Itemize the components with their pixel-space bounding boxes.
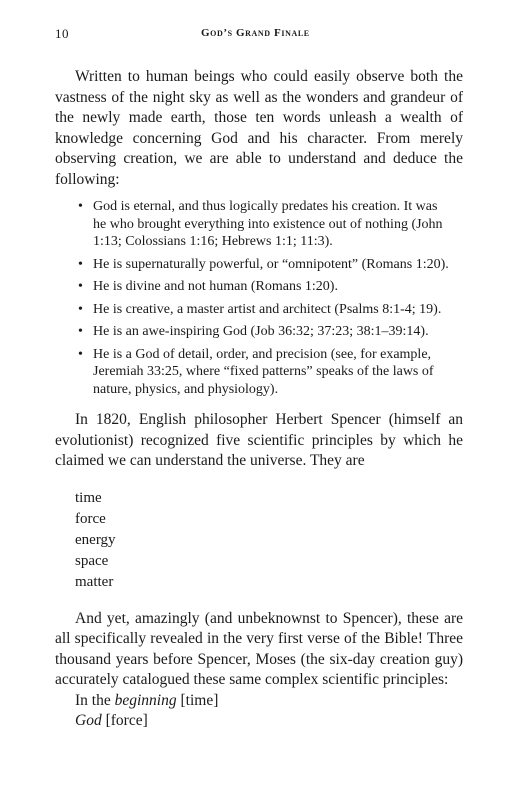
- paragraph-intro: Written to human beings who could easily observe both the vastness of the night sky as well as the wonders and grandeur of the newly made earth, those ten words unleash a wealth of knowledge concerning God and his character. From merely observing creation, we are able to understand and deduce the following:: [55, 68, 463, 188]
- bullet-icon: •: [78, 301, 83, 317]
- principle-item: force: [75, 510, 106, 527]
- list-item: [78, 346, 463, 399]
- body-text: [55, 67, 463, 732]
- page-header: [55, 26, 463, 44]
- list-item-text: He is creative, a master artist and architect (Psalms 8:1-4; 19).: [93, 301, 442, 317]
- list-item-text: He is a God of detail, order, and precision (see, for example, Jeremiah 33:25, where “fixed patterns” speaks of the laws of nature, physics, and physiology).: [93, 346, 434, 397]
- verse-prefix: In the: [75, 691, 115, 709]
- verse-suffix: [force]: [101, 712, 148, 729]
- list-item-text: He is divine and not human (Romans 1:20).: [93, 279, 338, 294]
- verse-lines: [75, 691, 463, 732]
- paragraph-spencer: In 1820, English philosopher Herbert Spencer (himself an evolutionist) recognized five scientific principles by which he claimed we can understand the universe. They are: [55, 411, 463, 469]
- principles-list: [75, 488, 463, 593]
- verse-line: [75, 711, 463, 732]
- list-item: [78, 323, 463, 341]
- principle-item: energy: [75, 531, 116, 548]
- list-item: [78, 301, 463, 319]
- list-item-text: God is eternal, and thus logically predates his creation. It was he who brought everything into existence out of nothing (John 1:13; Colossians 1:16; Hebrews 1:1; 11:3).: [93, 199, 443, 249]
- page-number: 10: [55, 26, 69, 41]
- bullet-icon: •: [78, 324, 83, 339]
- list-item-text: He is supernaturally powerful, or “omnipotent” (Romans 1:20).: [93, 256, 449, 272]
- principle-item: time: [75, 489, 102, 506]
- list-item: [78, 256, 463, 274]
- principle-item: space: [75, 552, 109, 569]
- principle-item: matter: [75, 573, 114, 590]
- bullet-icon: •: [78, 199, 83, 214]
- list-item: [78, 278, 463, 296]
- list-item: [78, 198, 463, 251]
- running-head-title: God’s Grand Finale: [201, 27, 310, 39]
- bullet-icon: •: [78, 279, 83, 294]
- verse-suffix: [time]: [176, 691, 219, 709]
- list-item-text: He is an awe-inspiring God (Job 36:32; 37:23; 38:1–39:14).: [93, 324, 429, 339]
- paragraph-moses: And yet, amazingly (and unbeknownst to Spencer), these are all specifically revealed in the very first verse of the Bible! Three thousand years before Spencer, Moses (the six-day creation guy) accurately catalogued these same complex scientific principles:: [55, 609, 463, 688]
- attributes-list: [55, 198, 463, 398]
- bullet-icon: •: [78, 256, 83, 272]
- verse-emphasis: God: [75, 712, 102, 729]
- verse-emphasis: beginning: [114, 691, 177, 709]
- bullet-icon: •: [78, 346, 83, 362]
- verse-line: [75, 691, 463, 712]
